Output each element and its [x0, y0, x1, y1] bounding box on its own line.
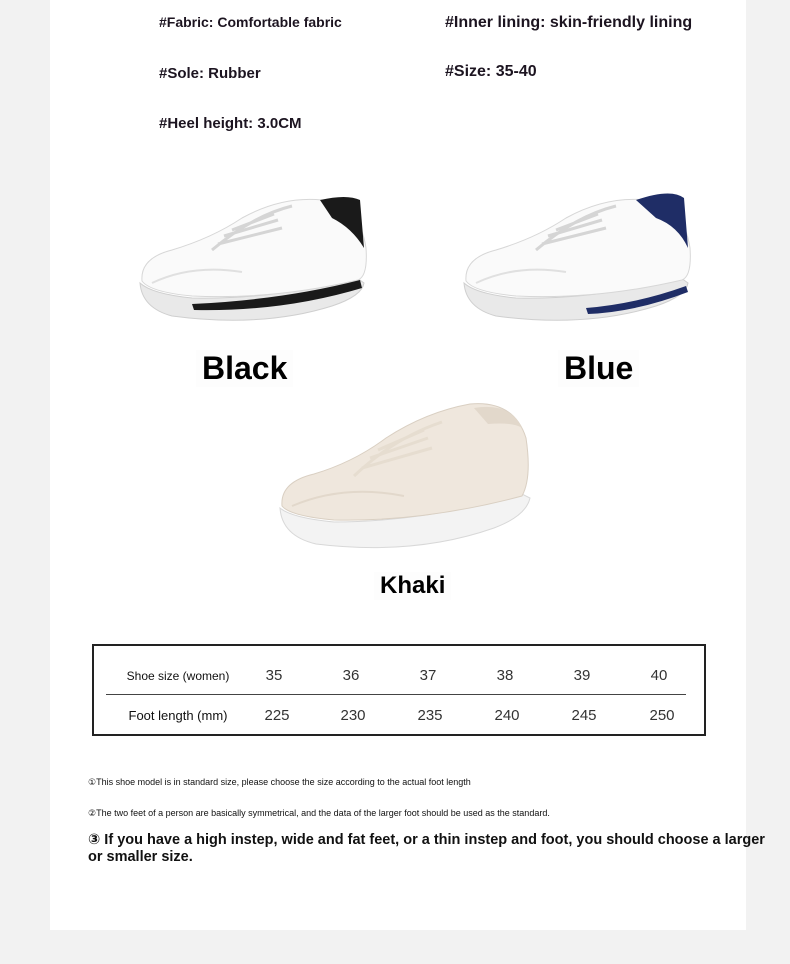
- size-cell: 37: [419, 667, 437, 684]
- spec-sole: #Sole: Rubber: [159, 65, 261, 82]
- size-table-row-sizes: [94, 656, 704, 696]
- length-row-header: Foot length (mm): [128, 708, 228, 723]
- length-cell: 230: [340, 707, 366, 724]
- black-sneaker-image: [132, 188, 372, 328]
- color-label-black: Black: [196, 350, 293, 387]
- length-cell: 240: [494, 707, 520, 724]
- note-instep-advice: ③ If you have a high instep, wide and fat feet, or a thin instep and foot, you should choose a larger or smaller size.: [88, 832, 765, 865]
- blue-sneaker-image: [456, 186, 696, 326]
- length-cell: 225: [264, 707, 290, 724]
- size-cell: 40: [650, 667, 668, 684]
- color-label-blue: Blue: [558, 350, 639, 387]
- spec-fabric: #Fabric: Comfortable fabric: [159, 14, 342, 30]
- size-cell: 35: [265, 667, 283, 684]
- note-symmetric-feet: ②The two feet of a person are basically symmetrical, and the data of the larger foot should be used as the standard.: [88, 808, 550, 818]
- size-cell: 39: [573, 667, 591, 684]
- note-standard-size: ①This shoe model is in standard size, please choose the size according to the actual foot length: [88, 777, 471, 787]
- size-cell: 38: [496, 667, 514, 684]
- table-divider: [106, 694, 686, 695]
- length-cell: 250: [649, 707, 675, 724]
- length-cell: 245: [571, 707, 597, 724]
- size-table: [92, 644, 706, 736]
- spec-size: #Size: 35-40: [445, 63, 537, 80]
- color-label-khaki: Khaki: [374, 572, 451, 600]
- spec-inner-lining: #Inner lining: skin-friendly lining: [445, 14, 693, 31]
- spec-heel-height: #Heel height: 3.0CM: [159, 115, 302, 132]
- khaki-sneaker-image: [274, 398, 536, 553]
- size-table-row-lengths: [94, 696, 704, 736]
- size-row-header: Shoe size (women): [126, 669, 230, 683]
- size-cell: 36: [342, 667, 360, 684]
- length-cell: 235: [417, 707, 443, 724]
